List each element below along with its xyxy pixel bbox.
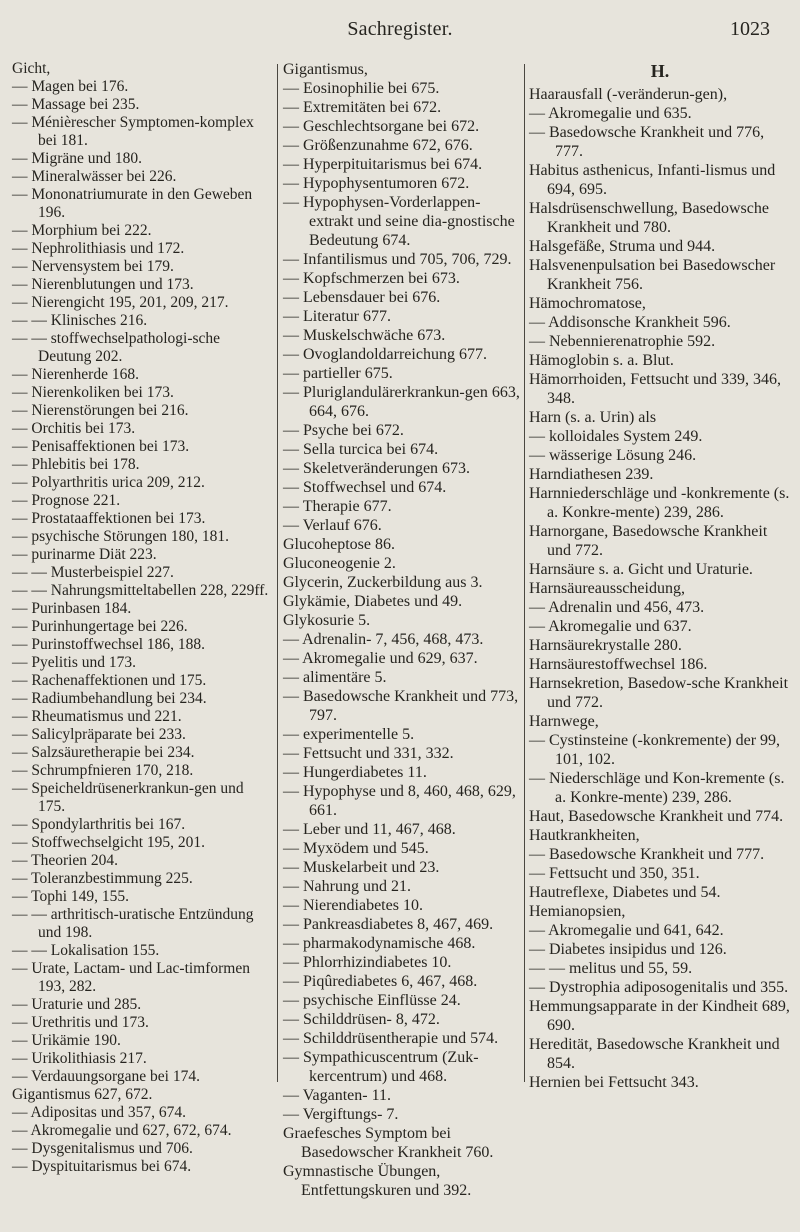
index-entry-sub: — Orchitis bei 173. xyxy=(12,420,136,437)
index-entry-sub: — Sympathicuscentrum (Zuk-kercentrum) und 468. xyxy=(283,1049,479,1085)
index-entry-sub: — Stoffwechsel und 674. xyxy=(283,479,447,496)
index-entry-sub: — Salicylpräparate bei 233. xyxy=(12,726,186,743)
index-entry-sub: — Akromegalie und 637. xyxy=(529,618,692,635)
index-entry-main: Harnorgane, Basedowsche Krankheit und 772. xyxy=(529,523,768,559)
index-column-1 xyxy=(12,60,274,1176)
index-entry-sub: — Nierenkoliken bei 173. xyxy=(12,384,174,401)
index-entry-sub: — Speicheldrüsenerkrankun-gen und 175. xyxy=(12,780,244,815)
index-entry-sub: — Infantilismus und 705, 706, 729. xyxy=(283,251,512,268)
index-entry-sub: — pharmakodynamische 468. xyxy=(283,935,476,952)
index-entry-main: Hämorrhoiden, Fettsucht und 339, 346, 348. xyxy=(529,371,781,407)
index-entry-sub: — Hungerdiabetes 11. xyxy=(283,764,427,781)
index-entry-sub: — Urikämie 190. xyxy=(12,1032,121,1049)
index-entry-sub: — Akromegalie und 627, 672, 674. xyxy=(12,1122,232,1139)
index-entry-sub: — purinarme Diät 223. xyxy=(12,546,157,563)
index-entry-sub: — psychische Störungen 180, 181. xyxy=(12,528,229,545)
index-column-3 xyxy=(529,60,791,1092)
index-entry-sub: — Ovoglandoldarreichung 677. xyxy=(283,346,487,363)
index-entry-sub: — Leber und 11, 467, 468. xyxy=(283,821,456,838)
index-entry-main: Haarausfall (-veränderun-gen), xyxy=(529,86,728,103)
index-entry-sub: — Diabetes insipidus und 126. xyxy=(529,941,727,958)
index-entry-sub: — Salzsäuretherapie bei 234. xyxy=(12,744,195,761)
index-entry-sub: — Nephrolithiasis und 172. xyxy=(12,240,185,257)
index-entry-main: Harnniederschläge und -konkremente (s. a. Konkre-mente) 239, 286. xyxy=(529,485,790,521)
index-column-2 xyxy=(283,60,521,1200)
page-number: 1023 xyxy=(730,18,770,40)
index-entry-main: Hemmungsapparate in der Kindheit 689, 690. xyxy=(529,998,790,1034)
index-entry-main: Hemianopsien, xyxy=(529,903,626,920)
index-entry-main: Halsgefäße, Struma und 944. xyxy=(529,238,716,255)
index-entry-sub: — Theorien 204. xyxy=(12,852,119,869)
index-entry-sub: — Ménièrescher Symptomen-komplex bei 181. xyxy=(12,114,254,149)
index-entry-sub: — Schrumpfnieren 170, 218. xyxy=(12,762,194,779)
running-title: Sachregister. xyxy=(347,18,453,40)
index-entry-sub: — — Lokalisation 155. xyxy=(12,942,160,959)
index-entry-sub: — Toleranzbestimmung 225. xyxy=(12,870,193,887)
index-entry-sub: — Cystinsteine (-konkremente) der 99, 101, 102. xyxy=(529,732,781,768)
index-entry-sub: — Nervensystem bei 179. xyxy=(12,258,174,275)
index-entry-sub: — Penisaffektionen bei 173. xyxy=(12,438,190,455)
index-entry-sub: — Pluriglandulärerkrankun-gen 663, 664, 676. xyxy=(283,384,520,420)
index-entry-sub: — Hypophysen-Vorderlappen-extrakt und seine dia-gnostische Bedeutung 674. xyxy=(283,194,515,249)
index-entry-main: Harnsäureausscheidung, xyxy=(529,580,685,597)
index-entry-sub: — Urate, Lactam- und Lac-timformen 193, 282. xyxy=(12,960,250,995)
index-entry-sub: — Pyelitis und 173. xyxy=(12,654,137,671)
index-entry-main: Haut, Basedowsche Krankheit und 774. xyxy=(529,808,784,825)
index-entry-sub: — Schilddrüsentherapie und 574. xyxy=(283,1030,499,1047)
index-entry-main: Hämoglobin s. a. Blut. xyxy=(529,352,674,369)
index-entry-sub: — Hyperpituitarismus bei 674. xyxy=(283,156,483,173)
index-entry-main: Hernien bei Fettsucht 343. xyxy=(529,1074,699,1091)
index-entry-sub: — Migräne und 180. xyxy=(12,150,143,167)
index-entry-sub: — Vergiftungs- 7. xyxy=(283,1106,399,1123)
index-entry-main: Gluconeogenie 2. xyxy=(283,555,396,572)
index-entry-sub: — Eosinophilie bei 675. xyxy=(283,80,440,97)
column-divider xyxy=(524,64,525,1082)
index-entry-sub: — Adrenalin- 7, 456, 468, 473. xyxy=(283,631,484,648)
index-entry-sub: — — Nahrungsmitteltabellen 228, 229ff. xyxy=(12,582,269,599)
index-entry-sub: — Radiumbehandlung bei 234. xyxy=(12,690,207,707)
index-entry-sub: — kolloidales System 249. xyxy=(529,428,703,445)
index-entry-main: Harn (s. a. Urin) als xyxy=(529,409,657,426)
index-entry-sub: — wässerige Lösung 246. xyxy=(529,447,697,464)
index-entry-sub: — Sella turcica bei 674. xyxy=(283,441,439,458)
index-entry-main: Harnsäure s. a. Gicht und Uraturie. xyxy=(529,561,753,578)
index-entry-sub: — Muskelarbeit und 23. xyxy=(283,859,440,876)
index-entry-sub: — Phlorrhizindiabetes 10. xyxy=(283,954,452,971)
index-entry-main: Halsvenenpulsation bei Basedowscher Krankheit 756. xyxy=(529,257,776,293)
index-entry-sub: — Größenzunahme 672, 676. xyxy=(283,137,473,154)
index-entry-sub: — Nierenblutungen und 173. xyxy=(12,276,194,293)
index-entry-sub: — Extremitäten bei 672. xyxy=(283,99,442,116)
index-entry-sub: — Muskelschwäche 673. xyxy=(283,327,446,344)
index-entry-main: Hämochromatose, xyxy=(529,295,646,312)
column-divider xyxy=(277,64,278,1082)
index-entry-sub: — Massage bei 235. xyxy=(12,96,140,113)
index-entry-sub: — Therapie 677. xyxy=(283,498,392,515)
index-entry-sub: — Prostataaffektionen bei 173. xyxy=(12,510,206,527)
index-entry-sub: — Basedowsche Krankheit und 777. xyxy=(529,846,765,863)
index-entry-sub: — Nebennierenatrophie 592. xyxy=(529,333,716,350)
index-entry-sub: — Purinbasen 184. xyxy=(12,600,132,617)
index-entry-sub: — Schilddrüsen- 8, 472. xyxy=(283,1011,440,1028)
index-entry-sub: — Adipositas und 357, 674. xyxy=(12,1104,186,1121)
index-entry-sub: — — arthritisch-uratische Entzündung und 198. xyxy=(12,906,254,941)
index-entry-main: Harndiathesen 239. xyxy=(529,466,654,483)
index-entry-sub: — Hypophysentumoren 672. xyxy=(283,175,470,192)
index-entry-sub: — Akromegalie und 635. xyxy=(529,105,692,122)
index-entry-main: Glucoheptose 86. xyxy=(283,536,395,553)
index-entry-sub: — Literatur 677. xyxy=(283,308,391,325)
index-entry-main: Glycerin, Zuckerbildung aus 3. xyxy=(283,574,483,591)
section-letter: H. xyxy=(650,61,670,81)
index-entry-sub: — Pankreasdiabetes 8, 467, 469. xyxy=(283,916,494,933)
index-entry-sub: — Lebensdauer bei 676. xyxy=(283,289,441,306)
index-entry-sub: — Uraturie und 285. xyxy=(12,996,142,1013)
index-entry-sub: — Phlebitis bei 178. xyxy=(12,456,140,473)
index-entry-main: Gigantismus 627, 672. xyxy=(12,1086,153,1103)
index-entry-sub: — Magen bei 176. xyxy=(12,78,129,95)
index-entry-sub: — Fettsucht und 331, 332. xyxy=(283,745,454,762)
index-entry-main: Harnsekretion, Basedow-sche Krankheit und 772. xyxy=(529,675,789,711)
index-entry-sub: — Dysgenitalismus und 706. xyxy=(12,1140,193,1157)
index-entry-sub: — Rachenaffektionen und 175. xyxy=(12,672,207,689)
index-entry-sub: — partieller 675. xyxy=(283,365,393,382)
index-entry-sub: — Vaganten- 11. xyxy=(283,1087,391,1104)
index-entry-main: Glykosurie 5. xyxy=(283,612,371,629)
index-entry-main: Hautreflexe, Diabetes und 54. xyxy=(529,884,721,901)
page-header xyxy=(0,6,800,56)
index-entry-sub: — Myxödem und 545. xyxy=(283,840,429,857)
index-entry-main: Harnwege, xyxy=(529,713,599,730)
index-entry-sub: — Akromegalie und 641, 642. xyxy=(529,922,724,939)
index-entry-sub: — Nierendiabetes 10. xyxy=(283,897,423,914)
index-entry-sub: — Hypophyse und 8, 460, 468, 629, 661. xyxy=(283,783,516,819)
index-entry-sub: — alimentäre 5. xyxy=(283,669,387,686)
index-entry-sub: — Fettsucht und 350, 351. xyxy=(529,865,700,882)
index-entry-main: Glykämie, Diabetes und 49. xyxy=(283,593,463,610)
index-entry-main: Heredität, Basedowsche Krankheit und 854. xyxy=(529,1036,780,1072)
index-entry-sub: — Piqûrediabetes 6, 467, 468. xyxy=(283,973,478,990)
index-entry-main: Harnsäurekrystalle 280. xyxy=(529,637,682,654)
index-entry-sub: — Morphium bei 222. xyxy=(12,222,152,239)
index-entry-main: Halsdrüsenschwellung, Basedowsche Krankheit und 780. xyxy=(529,200,769,236)
index-entry-sub: — Basedowsche Krankheit und 776, 777. xyxy=(529,124,765,160)
index-entry-sub: — Dystrophia adiposogenitalis und 355. xyxy=(529,979,789,996)
index-entry-sub: — Mononatriumurate in den Geweben 196. xyxy=(12,186,253,221)
index-entry-sub: — Niederschläge und Kon-kremente (s. a. Konkre-mente) 239, 286. xyxy=(529,770,785,806)
index-entry-main: Gymnastische Übungen, Entfettungskuren und 392. xyxy=(283,1163,472,1199)
index-entry-sub: — — Musterbeispiel 227. xyxy=(12,564,174,581)
index-entry-sub: — Purinstoffwechsel 186, 188. xyxy=(12,636,206,653)
index-entry-sub: — Verlauf 676. xyxy=(283,517,382,534)
index-entry-sub: — Rheumatismus und 221. xyxy=(12,708,182,725)
index-entry-sub: — Prognose 221. xyxy=(12,492,121,509)
index-entry-sub: — Geschlechtsorgane bei 672. xyxy=(283,118,480,135)
index-entry-sub: — Nahrung und 21. xyxy=(283,878,411,895)
index-entry-sub: — Nierenherde 168. xyxy=(12,366,139,383)
index-entry-sub: — — melitus und 55, 59. xyxy=(529,960,693,977)
index-entry-sub: — Kopfschmerzen bei 673. xyxy=(283,270,460,287)
index-entry-sub: — Nierengicht 195, 201, 209, 217. xyxy=(12,294,229,311)
index-entry-sub: — Polyarthritis urica 209, 212. xyxy=(12,474,205,491)
index-entry-sub: — experimentelle 5. xyxy=(283,726,415,743)
index-entry-main: Habitus asthenicus, Infanti-lismus und 694, 695. xyxy=(529,162,776,198)
index-entry-main: Graefesches Symptom bei Basedowscher Krankheit 760. xyxy=(283,1125,494,1161)
index-entry-sub: — Dyspituitarismus bei 674. xyxy=(12,1158,192,1175)
index-entry-main: Gigantismus, xyxy=(283,61,368,78)
index-entry-sub: — Stoffwechselgicht 195, 201. xyxy=(12,834,206,851)
index-entry-sub: — Mineralwässer bei 226. xyxy=(12,168,177,185)
index-entry-sub: — Urethritis und 173. xyxy=(12,1014,149,1031)
index-entry-sub: — Addisonsche Krankheit 596. xyxy=(529,314,731,331)
index-entry-sub: — — stoffwechselpathologi-sche Deutung 202. xyxy=(12,330,221,365)
index-entry-sub: — Adrenalin und 456, 473. xyxy=(529,599,705,616)
index-entry-sub: — Urikolithiasis 217. xyxy=(12,1050,147,1067)
index-entry-sub: — Skeletveränderungen 673. xyxy=(283,460,471,477)
index-entry-sub: — Akromegalie und 629, 637. xyxy=(283,650,478,667)
index-entry-sub: — — Klinisches 216. xyxy=(12,312,148,329)
index-entry-sub: — Nierenstörungen bei 216. xyxy=(12,402,189,419)
index-entry-sub: — psychische Einflüsse 24. xyxy=(283,992,461,1009)
index-entry-main: Hautkrankheiten, xyxy=(529,827,640,844)
index-entry-sub: — Spondylarthritis bei 167. xyxy=(12,816,186,833)
index-entry-sub: — Purinhungertage bei 226. xyxy=(12,618,188,635)
index-entry-main: Harnsäurestoffwechsel 186. xyxy=(529,656,708,673)
index-entry-sub: — Verdauungsorgane bei 174. xyxy=(12,1068,200,1085)
index-entry-sub: — Psyche bei 672. xyxy=(283,422,404,439)
index-entry-sub: — Tophi 149, 155. xyxy=(12,888,130,905)
index-entry-sub: — Basedowsche Krankheit und 773, 797. xyxy=(283,688,519,724)
index-entry-main: Gicht, xyxy=(12,60,51,77)
